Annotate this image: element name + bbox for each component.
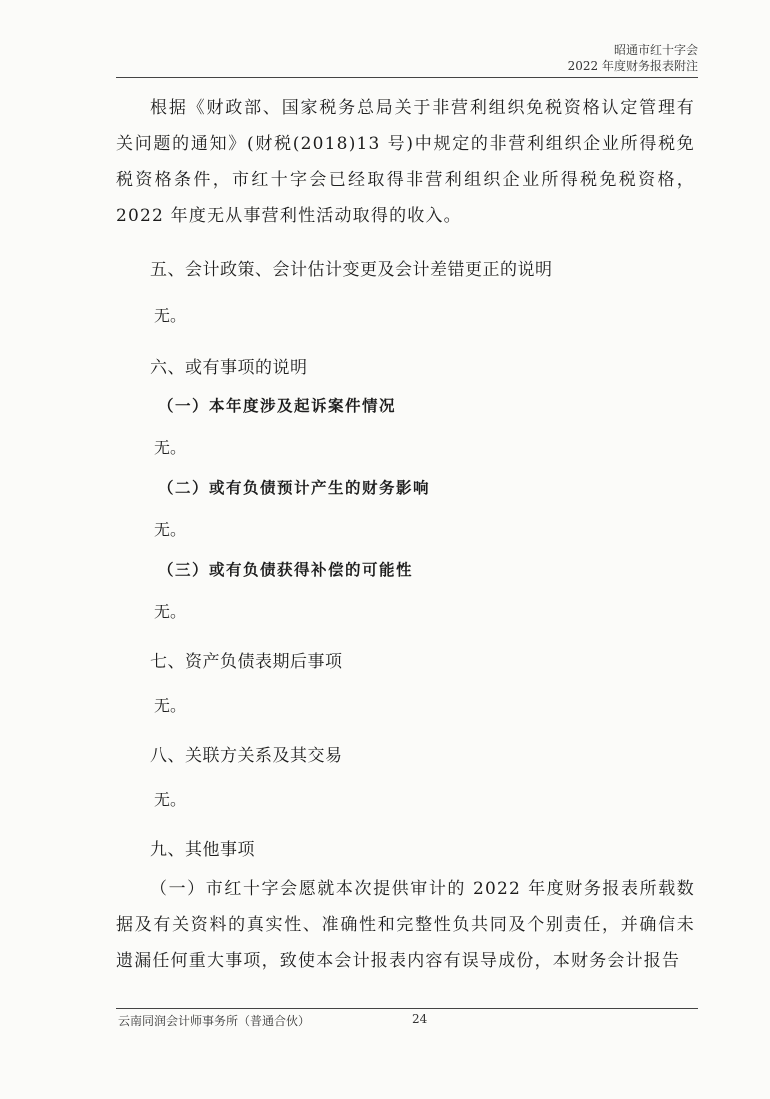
section7-title: 七、资产负债表期后事项 <box>150 652 343 672</box>
page-number: 24 <box>412 1012 428 1026</box>
section6-sub2-title: （二）或有负债预计产生的财务影响 <box>158 479 431 497</box>
section9-title: 九、其他事项 <box>150 840 255 860</box>
section5-content: 无。 <box>154 306 187 325</box>
page-header <box>568 42 698 74</box>
header-rule <box>116 77 698 78</box>
section6-sub3-content: 无。 <box>154 602 187 621</box>
section6-sub2-content: 无。 <box>154 520 187 539</box>
header-org: 昭通市红十字会 <box>613 43 698 57</box>
header-doc-title: 2022 年度财务报表附注 <box>567 59 698 73</box>
intro-paragraph: 根据《财政部、国家税务总局关于非营利组织免税资格认定管理有关问题的通知》(财税(2018)13 号)中规定的非营利组织企业所得税免税资格条件，市红十字会已经取得非营利组织企业所得税免税资格，2022 年度无从事营利性活动取得的收入。 <box>116 98 695 226</box>
document-body <box>116 90 695 979</box>
section6-sub1-content: 无。 <box>154 438 187 457</box>
section8-content: 无。 <box>154 790 187 809</box>
section9-paragraph: （一）市红十字会愿就本次提供审计的 2022 年度财务报表所载数据及有关资料的真实性、准确性和完整性负共同及个别责任，并确信未遗漏任何重大事项，致使本会计报表内容有误导成份，本财务会计报告 <box>116 879 695 971</box>
footer-rule <box>116 1008 698 1009</box>
section6-sub3-title: （三）或有负债获得补偿的可能性 <box>158 561 414 579</box>
section7-content: 无。 <box>154 696 187 715</box>
footer-firm: 云南同润会计师事务所（普通合伙） <box>118 1014 311 1028</box>
section8-title: 八、关联方关系及其交易 <box>150 746 343 766</box>
section6-title: 六、或有事项的说明 <box>150 358 308 378</box>
section6-sub1-title: （一）本年度涉及起诉案件情况 <box>158 397 397 415</box>
section5-title: 五、会计政策、会计估计变更及会计差错更正的说明 <box>150 260 553 280</box>
